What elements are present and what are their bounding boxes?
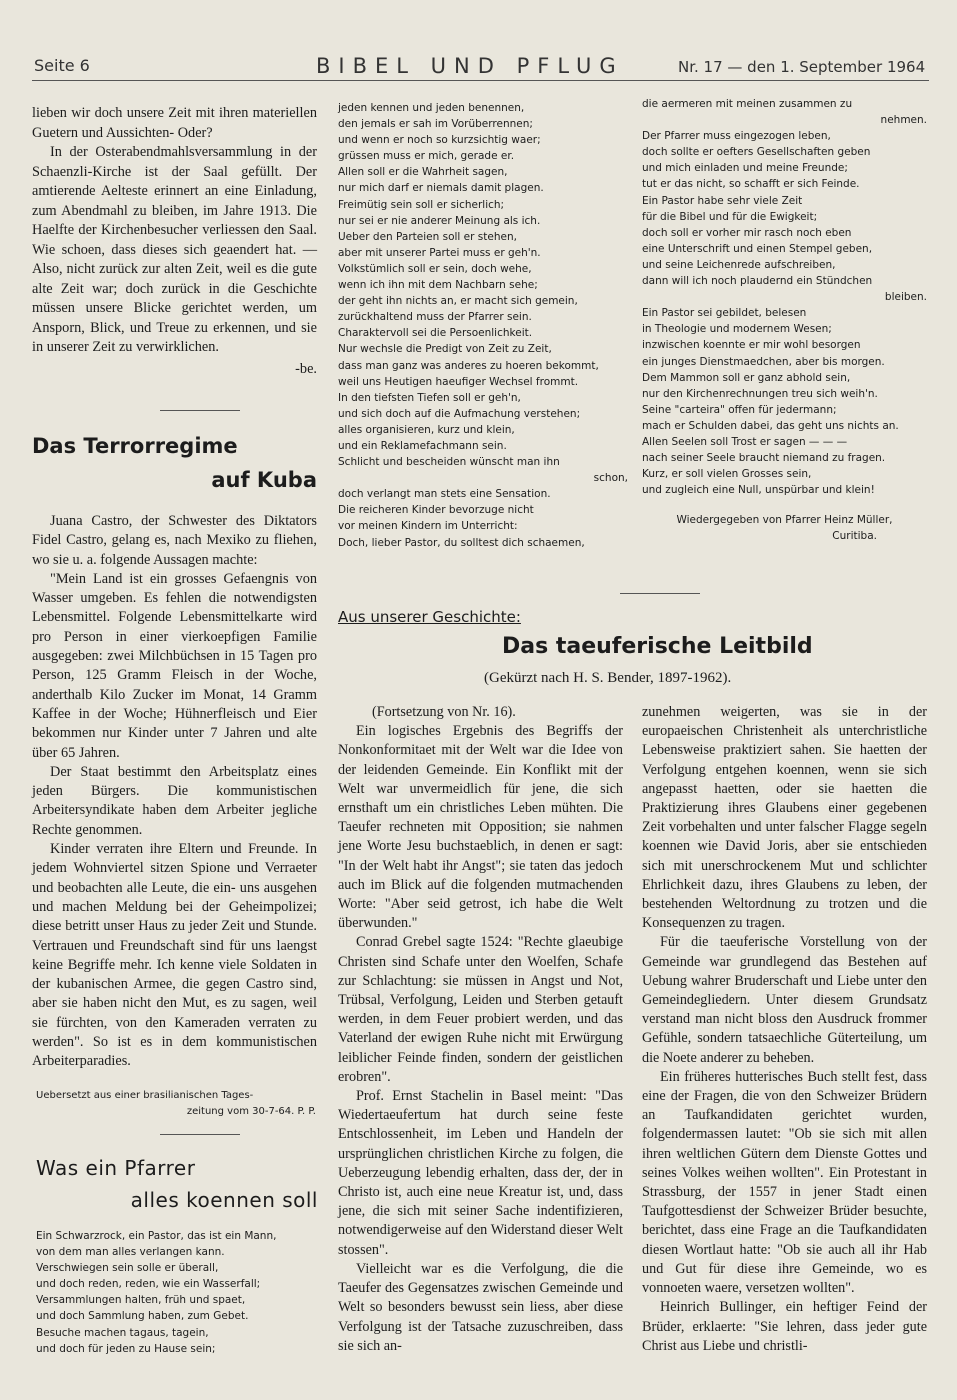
- intro-signature: -be.: [295, 360, 317, 377]
- verse-line: Doch, lieber Pastor, du solltest dich schaemen,: [338, 536, 585, 549]
- verse-line: nehmen.: [880, 114, 927, 127]
- verse-line: Dem Mammon soll er ganz abhold sein,: [642, 371, 851, 384]
- verse-line: Ein Pastor habe sehr viele Zeit: [642, 194, 803, 207]
- verse-line: alles organisieren, kurz und klein,: [338, 423, 515, 436]
- verse-line: doch sollte er oefters Gesellschaften geben: [642, 146, 871, 159]
- geschichte-paragraph: zunehmen weigerten, was sie in der europaeischen Christenheit als unterchristliche Lebensweise praktiziert sahen. Sie haetten der Verfolgung entgehen koennen, wenn sie sich angepasst haetten, oder sie haetten die Praktizierung ihres Glaubens einer gegebenen Zeit vorbehalten und unter falscher Flagge segeln koennen wie David Joris, aber sie entschieden sich mit unerschrockenem Mut und schlichter Ehrlichkeit dazu, ihres Glaubens zu leben, der bestehenden Weltordnung zu trotzen und die Konsequenzen zu tragen.: [642, 704, 927, 932]
- pfarrer-verse-col3: [642, 96, 927, 545]
- verse-line: Charaktervoll sei die Persoenlichkeit.: [338, 327, 533, 340]
- kuba-paragraph: Der Staat bestimmt den Arbeitsplatz eines jeden Bürgers. Die kommunistischen Arbeitersyndikate haben dem Arbeiter jegliche Rechte genommen.: [32, 763, 317, 838]
- masthead-title: BIBEL UND PFLUG: [316, 54, 624, 78]
- verse-line: nur den Kirchenrechnungen treu sich weih'n.: [642, 387, 878, 400]
- geschichte-title: Das taeuferische Leitbild: [502, 634, 813, 659]
- verse-line: doch verlangt man stets eine Sensation.: [338, 488, 551, 501]
- verse-line: zurückhaltend muss der Pfarrer sein.: [338, 311, 532, 324]
- verse-line: und doch reden, reden, wie ein Wasserfall;: [36, 1278, 261, 1291]
- verse-line: jeden kennen und jeden benennen,: [338, 102, 525, 114]
- verse-credit: Wiedergegeben von Pfarrer Heinz Müller,: [676, 514, 893, 527]
- verse-line: der geht ihn nichts an, er macht sich gemein,: [338, 295, 578, 308]
- verse-line: schon,: [593, 472, 628, 485]
- verse-line: Schlicht und bescheiden wünscht man ihn: [338, 456, 560, 469]
- verse-line: nach seiner Seele braucht niemand zu fragen.: [642, 452, 886, 465]
- geschichte-subtitle: (Gekürzt nach H. S. Bender, 1897-1962).: [484, 670, 732, 686]
- verse-line: dass man ganz was anderes zu hoeren bekommt,: [338, 359, 599, 372]
- kuba-title-line1: Das Terrorregime: [32, 434, 238, 458]
- verse-line: Besuche machen tagaus, tagein,: [36, 1326, 209, 1339]
- verse-line: Allen Seelen soll Trost er sagen — — —: [642, 435, 848, 448]
- header-rule: [32, 80, 929, 81]
- kuba-paragraph: "Mein Land ist ein grosses Gefaengnis von Wasser umgeben. Es fehlen die notwendigsten Lebensmittel. Folgende Lebensmittelkarte wird pro Person in einer vierkoepfigen Familie ausgegeben: zwei Milchbüchsen in 15 Tagen pro Person, 125 Gramm Fleisch in der Woche, anderthalb Kilo Zucker im Monat, 14 Gramm Kaffee in der Woche; Hühnerfleisch und Eier bekommen nur Kinder unter 7 Jahren und alte über 65 Jahren.: [32, 570, 317, 761]
- kuba-source: [36, 1088, 316, 1120]
- verse-line: Seine "carteira" offen für jedermann;: [642, 403, 837, 416]
- geschichte-paragraph: Ein früheres hutterisches Buch stellt fest, dass eine der Fragen, die von den Schweizer Brüdern an Taufkandidaten gerichtet wurden, folgendermassen lautet: "Ob sie sich mit allen ihren weltlichen Gütern dem Dienste Gottes und seines Volkes weihen wollten". Ein Protestant in Strassburg, der 1557 in jener Stadt einen Taufgottesdienst der Schweizer Brüder besuchte, berichtet, dass eine Frage an die Taufkandidaten diesen Wortlaut hatte: "Ob sie auch all ihr Hab und Gut für diese ihre Gemeinde, wo es vonnoeten waere, versetzen wollten".: [642, 1068, 927, 1297]
- verse-line: dann will ich noch plaudernd ein Stündchen: [642, 275, 873, 288]
- geschichte-paragraph: Prof. Ernst Stachelin in Basel meint: "Das Wiedertaeufertum hat durch seine feste Entschlossenheit, im Leben und Handeln der ursprünglichen christlichen Kirche zu folgen, die Ueberzeugung lebendig erhalten, dass der, der in Christo ist, auch eine neue Kreatur ist, und, dass jene, die sich mit seiner Sache indentifizieren, notwendigerweise auf den Widerstand dieser Welt stossen".: [338, 1088, 623, 1258]
- verse-line: und sich doch auf die Aufmachung verstehen;: [338, 407, 581, 420]
- geschichte-paragraph: Vielleicht war es die Verfolgung, die die Taeufer des Gegensatzes zwischen Gemeinde und Welt so besonders bewusst sein liess, aber diese Verfolgung ist der Tatsache zuzuschreiben, dass sie sich an-: [338, 1260, 623, 1354]
- verse-line: doch soll er vorher mir rasch noch eben: [642, 226, 852, 239]
- verse-line: vor meinen Kindern im Unterricht:: [338, 520, 518, 533]
- geschichte-paragraph: Heinrich Bullinger, ein heftiger Feind der Brüder, erklaerte: "Sie lehren, dass jeder gute Christ aus Liebe und christli-: [642, 1299, 927, 1354]
- pfarrer-verse-col1: [36, 1228, 321, 1357]
- verse-line: Allen soll er die Wahrheit sagen,: [338, 166, 508, 179]
- verse-line: und ein Reklamefachmann sein.: [338, 439, 507, 452]
- verse-line: aber mit unserer Partei muss er geh'n.: [338, 246, 541, 259]
- kuba-title-line2: auf Kuba: [211, 468, 317, 492]
- verse-line: nur sei er nie anderer Meinung als ich.: [338, 214, 541, 227]
- verse-line: den jemals er sah im Vorüberrennen;: [338, 118, 533, 131]
- kuba-paragraph: Kinder verraten ihre Eltern und Freunde. In jedem Wohnviertel sitzen Spione und Verraeter und beobachten alle Leute, die ein- uns ausgehen und machen Meldung bei der Geheimpolizei; diese betritt unser Haus zu jeder Zeit und Stunde. Vertrauen und Freundschaft sind für uns laengst keine Begriffe mehr. Ich kenne viele Soldaten in der kubanischen Armee, die gegen Castro sind, aber sie haben nicht den Mut, es zu sagen, weil sie fürchten, von den Kameraden verraten zu werden". So ist es in dem kommunistischen Arbeiterparadies.: [32, 841, 317, 1070]
- kuba-paragraph: Juana Castro, der Schwester des Diktators Fidel Castro, gelang es, nach Mexiko zu fliehen, wo sie u. a. folgende Aussagen machte:: [32, 513, 317, 568]
- verse-credit-place: Curitiba.: [832, 530, 877, 543]
- kuba-article: [32, 512, 317, 1072]
- verse-line: In den tiefsten Tiefen soll er geh'n,: [338, 391, 521, 404]
- verse-line: mach er Schulden dabei, das geht uns nichts an.: [642, 419, 899, 432]
- verse-line: nur mich darf er niemals damit plagen.: [338, 182, 544, 195]
- verse-line: eine Unterschrift und einen Stempel geben,: [642, 242, 873, 255]
- pfarrer-title-line2: alles koennen soll: [130, 1188, 318, 1212]
- verse-line: bleiben.: [884, 291, 927, 304]
- intro-paragraph: lieben wir doch unsere Zeit mit ihren materiellen Guetern und Aussichten- Oder?: [32, 105, 317, 141]
- left-column: [32, 104, 317, 379]
- verse-line: und wenn er noch so kurzsichtig waer;: [338, 134, 541, 147]
- verse-line: weil uns Heutigen haeufiger Wechsel frommt.: [338, 375, 579, 388]
- verse-line: Ueber den Parteien soll er stehen,: [338, 230, 517, 243]
- section-kicker: Aus unserer Geschichte:: [338, 608, 521, 626]
- verse-line: Verschwiegen sein solle er überall,: [36, 1262, 219, 1275]
- verse-line: Ein Pastor sei gebildet, belesen: [642, 307, 807, 320]
- verse-line: und seine Leichenrede aufschreiben,: [642, 258, 836, 271]
- geschichte-paragraph: Ein logisches Ergebnis des Begriffs der Nonkonformitaet mit der Welt war die Idee von der leidenden Gemeinde. Ein Konflikt mit der Welt war unvermeidlich für jene, die sich ernsthaft um ein christliches Leben mühten. Die Taeufer rechneten mit Opposition; sie nahmen jene Worte Jesu buchstaeblich, in denen er sagt: "In der Welt habt ihr Angst"; sie taten das jedoch auch im Blick auf die folgenden mutmachenden Worte: "Aber seid getrost, ich habe die Welt überwunden.": [338, 723, 623, 932]
- verse-line: tut er das nicht, so schafft er sich Feinde.: [642, 178, 860, 191]
- verse-line: und mich einladen und meine Freunde;: [642, 162, 848, 175]
- separator: [620, 593, 700, 594]
- verse-line: Die reicheren Kinder bevorzuge nicht: [338, 504, 534, 517]
- geschichte-column-2: [642, 703, 927, 1356]
- geschichte-column-1: [338, 703, 623, 1356]
- verse-line: von dem man alles verlangen kann.: [36, 1246, 225, 1259]
- kuba-source-line1: Uebersetzt aus einer brasilianischen Tages-: [36, 1090, 254, 1101]
- verse-line: die aermeren mit meinen zusammen zu: [642, 98, 853, 110]
- geschichte-paragraph: Conrad Grebel sagte 1524: "Rechte glaeubige Christen sind Schafe unter den Woelfen, Schafe zur Schlachtung: sie müssen in Angst und Not, Trübsal, Verfolgung, Leiden und Sterben getauft werden, in dem Feuer probiert werden, und das Vaterland der ewigen Ruhe nicht mit Erwürgung leiblicher Feinde finden, sondern der geistlichen erobren".: [338, 934, 623, 1085]
- verse-line: und doch für jeden zu Hause sein;: [36, 1342, 216, 1355]
- verse-line: Freimütig sein soll er sicherlich;: [338, 198, 505, 211]
- verse-line: grüssen muss er mich, gerade er.: [338, 150, 515, 163]
- kuba-source-line2: zeitung vom 30-7-64. P. P.: [186, 1106, 316, 1117]
- geschichte-paragraph: (Fortsetzung von Nr. 16).: [372, 704, 516, 720]
- pfarrer-headline: [36, 1156, 318, 1212]
- verse-line: ein junges Dienstmaedchen, aber bis morgen.: [642, 355, 885, 368]
- verse-line: wenn ich ihn mit dem Nachbarn sehe;: [338, 279, 538, 292]
- verse-line: Kurz, er soll vielen Grosses sein,: [642, 468, 812, 481]
- separator: [160, 410, 240, 411]
- verse-line: Versammlungen halten, früh und spaet,: [36, 1294, 246, 1307]
- pfarrer-title-line1: Was ein Pfarrer: [36, 1156, 196, 1180]
- separator: [160, 1134, 240, 1135]
- verse-line: Nur wechsle die Predigt von Zeit zu Zeit,: [338, 343, 552, 356]
- verse-line: und doch Sammlung haben, zum Gebet.: [36, 1310, 249, 1323]
- verse-line: Ein Schwarzrock, ein Pastor, das ist ein Mann,: [36, 1230, 277, 1242]
- verse-line: Der Pfarrer muss eingezogen leben,: [642, 130, 831, 143]
- geschichte-paragraph: Für die taeuferische Vorstellung von der Gemeinde war grundlegend das Bestehen auf Uebung wahrer Bruderschaft und Liebe unter den Gemeindegliedern. Unter diesem Grundsatz verstand man nicht bloss den Ausdruck frommer Gefühle, sondern tatsaechliche Güterteilung, um die Noete anderer zu beheben.: [642, 934, 927, 1066]
- verse-line: und zugleich eine Null, unspürbar und klein!: [642, 484, 875, 497]
- kuba-headline: [32, 434, 317, 492]
- verse-line: für die Bibel und für die Ewigkeit;: [642, 210, 818, 223]
- verse-line: in Theologie und modernem Wesen;: [642, 323, 832, 336]
- page-number: Seite 6: [34, 56, 90, 75]
- verse-line: inzwischen koennte er mir wohl besorgen: [642, 339, 861, 352]
- pfarrer-verse-col2: [338, 100, 628, 551]
- intro-paragraph: In der Osterabendmahlsversammlung in der Schaenzli-Kirche ist der Saal gefüllt. Der amtierende Aelteste erinnert an eine Einladung, zum Abendmahl zu bleiben, im Jahre 1913. Die Haelfte der Kirchenbesucher verliessen den Saal. Wie schoen, dass dieses sich geaendert hat. — Also, nicht zurück zur alten Zeit, weil es die gute alte Zeit war; doch zurück in die Geschichte müssen unsere Blicke gerichtet werden, um Ansporn, Blick, und Treue zu erkennen, und sie in unserer Zeit zu verwirklichen.: [32, 144, 317, 355]
- verse-line: Volkstümlich soll er sein, doch wehe,: [338, 262, 532, 275]
- issue-date: Nr. 17 — den 1. September 1964: [678, 58, 926, 76]
